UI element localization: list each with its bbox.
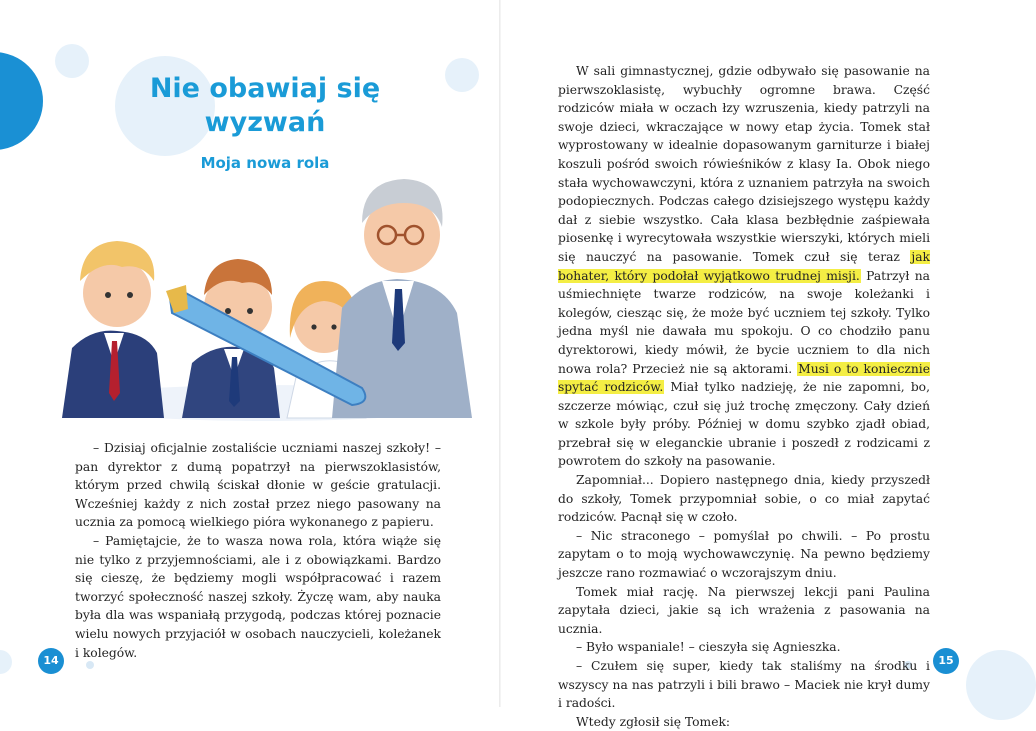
- paragraph: [558, 62, 930, 471]
- body-text: [75, 439, 441, 662]
- decor-circle: [0, 650, 12, 674]
- text-run: W sali gimnastycznej, gdzie odbywało się pasowanie na pierwszoklasistę, wybuchły ogromne brawa. Część rodziców miała w oczach łzy wzruszenia, kiedy patrzyli na swoje dzieci, wkraczające w nowy etap życia. Tomek stał wyprostowany w idealnie dopasowanym garniturze i białej koszuli pośród swoich rówieśników z klasy Ia. Obok niego stała wychowawczyni, która z uznaniem patrzyła na swoich podopiecznych. Podczas całego dzisiejszego występu każdy dał z siebie wszystko. Cała klasa bezbłędnie zaśpiewała piosenkę i wyrecytowała wszystkie wierszyki, których mieli się nauczyć na pasowanie. Tomek czuł się teraz: [558, 64, 930, 264]
- paragraph: – Dzisiaj oficjalnie zostaliście uczniami naszej szkoły! – pan dyrektor z dumą popatrzył na pierwszoklasistów, którym przed chwilą ściskał dłonie w geście gratulacji. Wcześniej każdy z nich został przez niego pasowany na ucznia za pomocą wielkiego pióra wykonanego z papieru.: [75, 441, 441, 530]
- chapter-title: Nie obawiaj się wyzwań: [149, 73, 381, 138]
- decor-circle: [0, 52, 43, 150]
- highlighted-text: Musi o to koniecznie spytać rodziców.: [558, 361, 930, 395]
- decor-circle: [966, 650, 1036, 720]
- decor-circle: [55, 44, 89, 78]
- paragraph: Wtedy zgłosił się Tomek:: [576, 714, 731, 729]
- text-run: Patrzył na uśmiechnięte twarze rodziców, na swoje koleżanki i kolegów, ciesząc się, że może być uczniem tej szkoły. Tylko jedna myśl nie dawała mu spokoju. O co chodziło panu dyrektorowi, kiedy mówił, że bycie uczniem to dla nich nowa rola? Przecież nie są aktorami.: [558, 268, 930, 376]
- paragraph: – Czułem się super, kiedy tak staliśmy na środku i wszyscy na nas patrzyli i bili brawo – Maciek nie krył dumy i radości.: [558, 659, 930, 711]
- body-text: [558, 62, 930, 731]
- right-page: [500, 0, 1000, 729]
- highlighted-text: jak bohater, który podołał wyjątkowo trudnej misji.: [558, 249, 930, 283]
- page-number: 15: [933, 648, 959, 674]
- left-page: [0, 0, 500, 707]
- text-run: Miał tylko nadzieję, że nie zapomni, bo, szczerze mówiąc, czuł się już trochę zmęczony. Cały dzień w szkole były próby. Później w domu szybko zjadł obiad, przebrał się w eleganckie ubranie i poszedł z rodzicami z powrotem do szkoły na pasowanie.: [558, 380, 930, 469]
- paragraph: – Było wspaniale! – cieszyła się Agnieszka.: [576, 640, 841, 655]
- decor-circle: [86, 661, 94, 669]
- page-number: 14: [38, 648, 64, 674]
- illustration: [62, 163, 472, 418]
- chapter-subtitle: Moja nowa rola: [200, 154, 330, 172]
- decor-circle: [445, 58, 479, 92]
- paragraph: – Pamiętajcie, że to wasza nowa rola, która wiąże się nie tylko z przyjemnościami, ale i z obowiązkami. Bardzo się cieszę, że będziemy mogli współpracować i razem tworzyć społeczność naszej szkoły. Życzę wam, aby nauka była dla was wspaniałą przygodą, podczas której poznacie wielu nowych przyjaciół w osobach nauczycieli, koleżanek i kolegów.: [75, 533, 441, 660]
- paragraph: Zapomniał... Dopiero następnego dnia, kiedy przyszedł do szkoły, Tomek przypomniał sobie, o co miał zapytać rodziców. Pacnął się w czoło.: [558, 473, 930, 525]
- paragraph: – Nic straconego – pomyślał po chwili. – Po prostu zapytam o to moją wychowawczynię. Na pewno będziemy jeszcze rano rozmawiać o wczorajszym dniu.: [558, 528, 930, 581]
- paragraph: Tomek miał rację. Na pierwszej lekcji pani Paulina zapytała dzieci, jakie są ich wrażenia z pasowania na ucznia.: [558, 584, 930, 636]
